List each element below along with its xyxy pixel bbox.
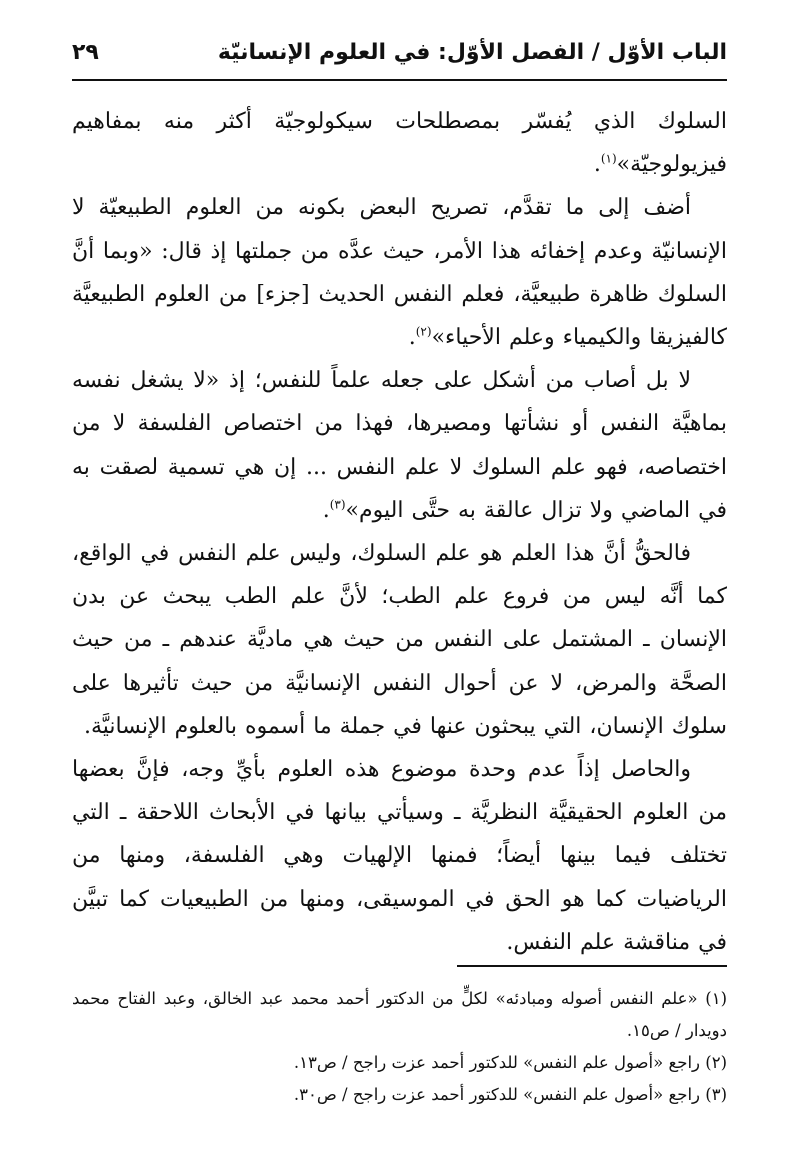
footnote-2: (٢) راجع «أصول علم النفس» للدكتور أحمد عزت راجح / ص١٣. [293, 1053, 727, 1072]
footnote-1: (١) «علم النفس أصوله ومبادئه» لكلٍّ من الدكتور أحمد محمد عبد الخالق، وعبد الفتاح محمد دويدار / ص١٥. [72, 989, 727, 1040]
footnote-ref-3: (٣) [329, 497, 346, 512]
footnotes [72, 983, 727, 1111]
footnote-ref-1: (١) [600, 151, 617, 166]
paragraph-1 [72, 100, 727, 186]
paragraph-1-text: السلوك الذي يُفسّر بمصطلحات سيكولوجيّة أكثر منه بمفاهيم فيزيولوجيّة» [72, 109, 727, 178]
running-header [72, 30, 727, 74]
paragraph-2 [72, 186, 727, 359]
paragraph-5 [72, 748, 727, 964]
header-rule [72, 79, 727, 81]
paragraph-3-tail: . [322, 497, 330, 523]
running-header-title: الباب الأوّل / الفصل الأوّل: في العلوم الإنسانيّة [217, 39, 727, 65]
paragraph-3 [72, 359, 727, 532]
paragraph-1-tail: . [593, 152, 601, 178]
paragraph-4-text: فالحقُّ أنَّ هذا العلم هو علم السلوك، وليس علم النفس في الواقع، كما أنَّه ليس من فروع علم الطب؛ لأنَّ علم الطب يبحث عن بدن الإنسان ـ المشتمل على النفس من حيث هي ماديَّة عندهم ـ من حيث الصحَّة والمرض، لا عن أحوال النفس الإنسانيَّة من حيث تأثيرها على سلوك الإنسان، التي يبحثون عنها في جملة ما أسموه بالعلوم الإنسانيَّة. [72, 541, 727, 739]
page-number: ٢٩ [72, 39, 99, 65]
paragraph-4 [72, 532, 727, 748]
footnote-separator [457, 965, 727, 967]
footnote-3: (٣) راجع «أصول علم النفس» للدكتور أحمد عزت راجح / ص٣٠. [293, 1085, 727, 1104]
paragraph-5-text: والحاصل إذاً عدم وحدة موضوع هذه العلوم بأيِّ وجه، فإنَّ بعضها من العلوم الحقيقيَّة النظريَّة ـ وسيأتي بيانها في الأبحاث اللاحقة ـ التي تختلف فيما بينها أيضاً؛ فمنها الإلهيات وهي الفلسفة، ومنها من الرياضيات كما هو الحق في الموسيقى، ومنها من الطبيعيات كما تبيَّن في مناقشة علم النفس. [72, 757, 727, 955]
footnote-ref-2: (٢) [415, 324, 432, 339]
paragraph-2-text: أضف إلى ما تقدَّم، تصريح البعض بكونه من العلوم الطبيعيّة لا الإنسانيّة وعدم إخفائه هذا الأمر، حيث عدَّه من جملتها إذ قال: «وبما أنَّ السلوك ظاهرة طبيعيَّة، فعلم النفس الحديث [جزء] من العلوم الطبيعيَّة كالفيزيقا والكيمياء وعلم الأحياء» [72, 195, 727, 351]
paragraph-2-tail: . [408, 325, 416, 351]
body-text [72, 100, 727, 964]
paragraph-3-text: لا بل أصاب من أشكل على جعله علماً للنفس؛ إذ «لا يشغل نفسه بماهيَّة النفس أو نشأتها ومصيرها، فهذا من اختصاص الفلسفة لا من اختصاصه، فهو علم السلوك لا علم النفس ... إن هي تسمية لصقت به في الماضي ولا تزال عالقة به حتَّى اليوم» [72, 368, 727, 523]
